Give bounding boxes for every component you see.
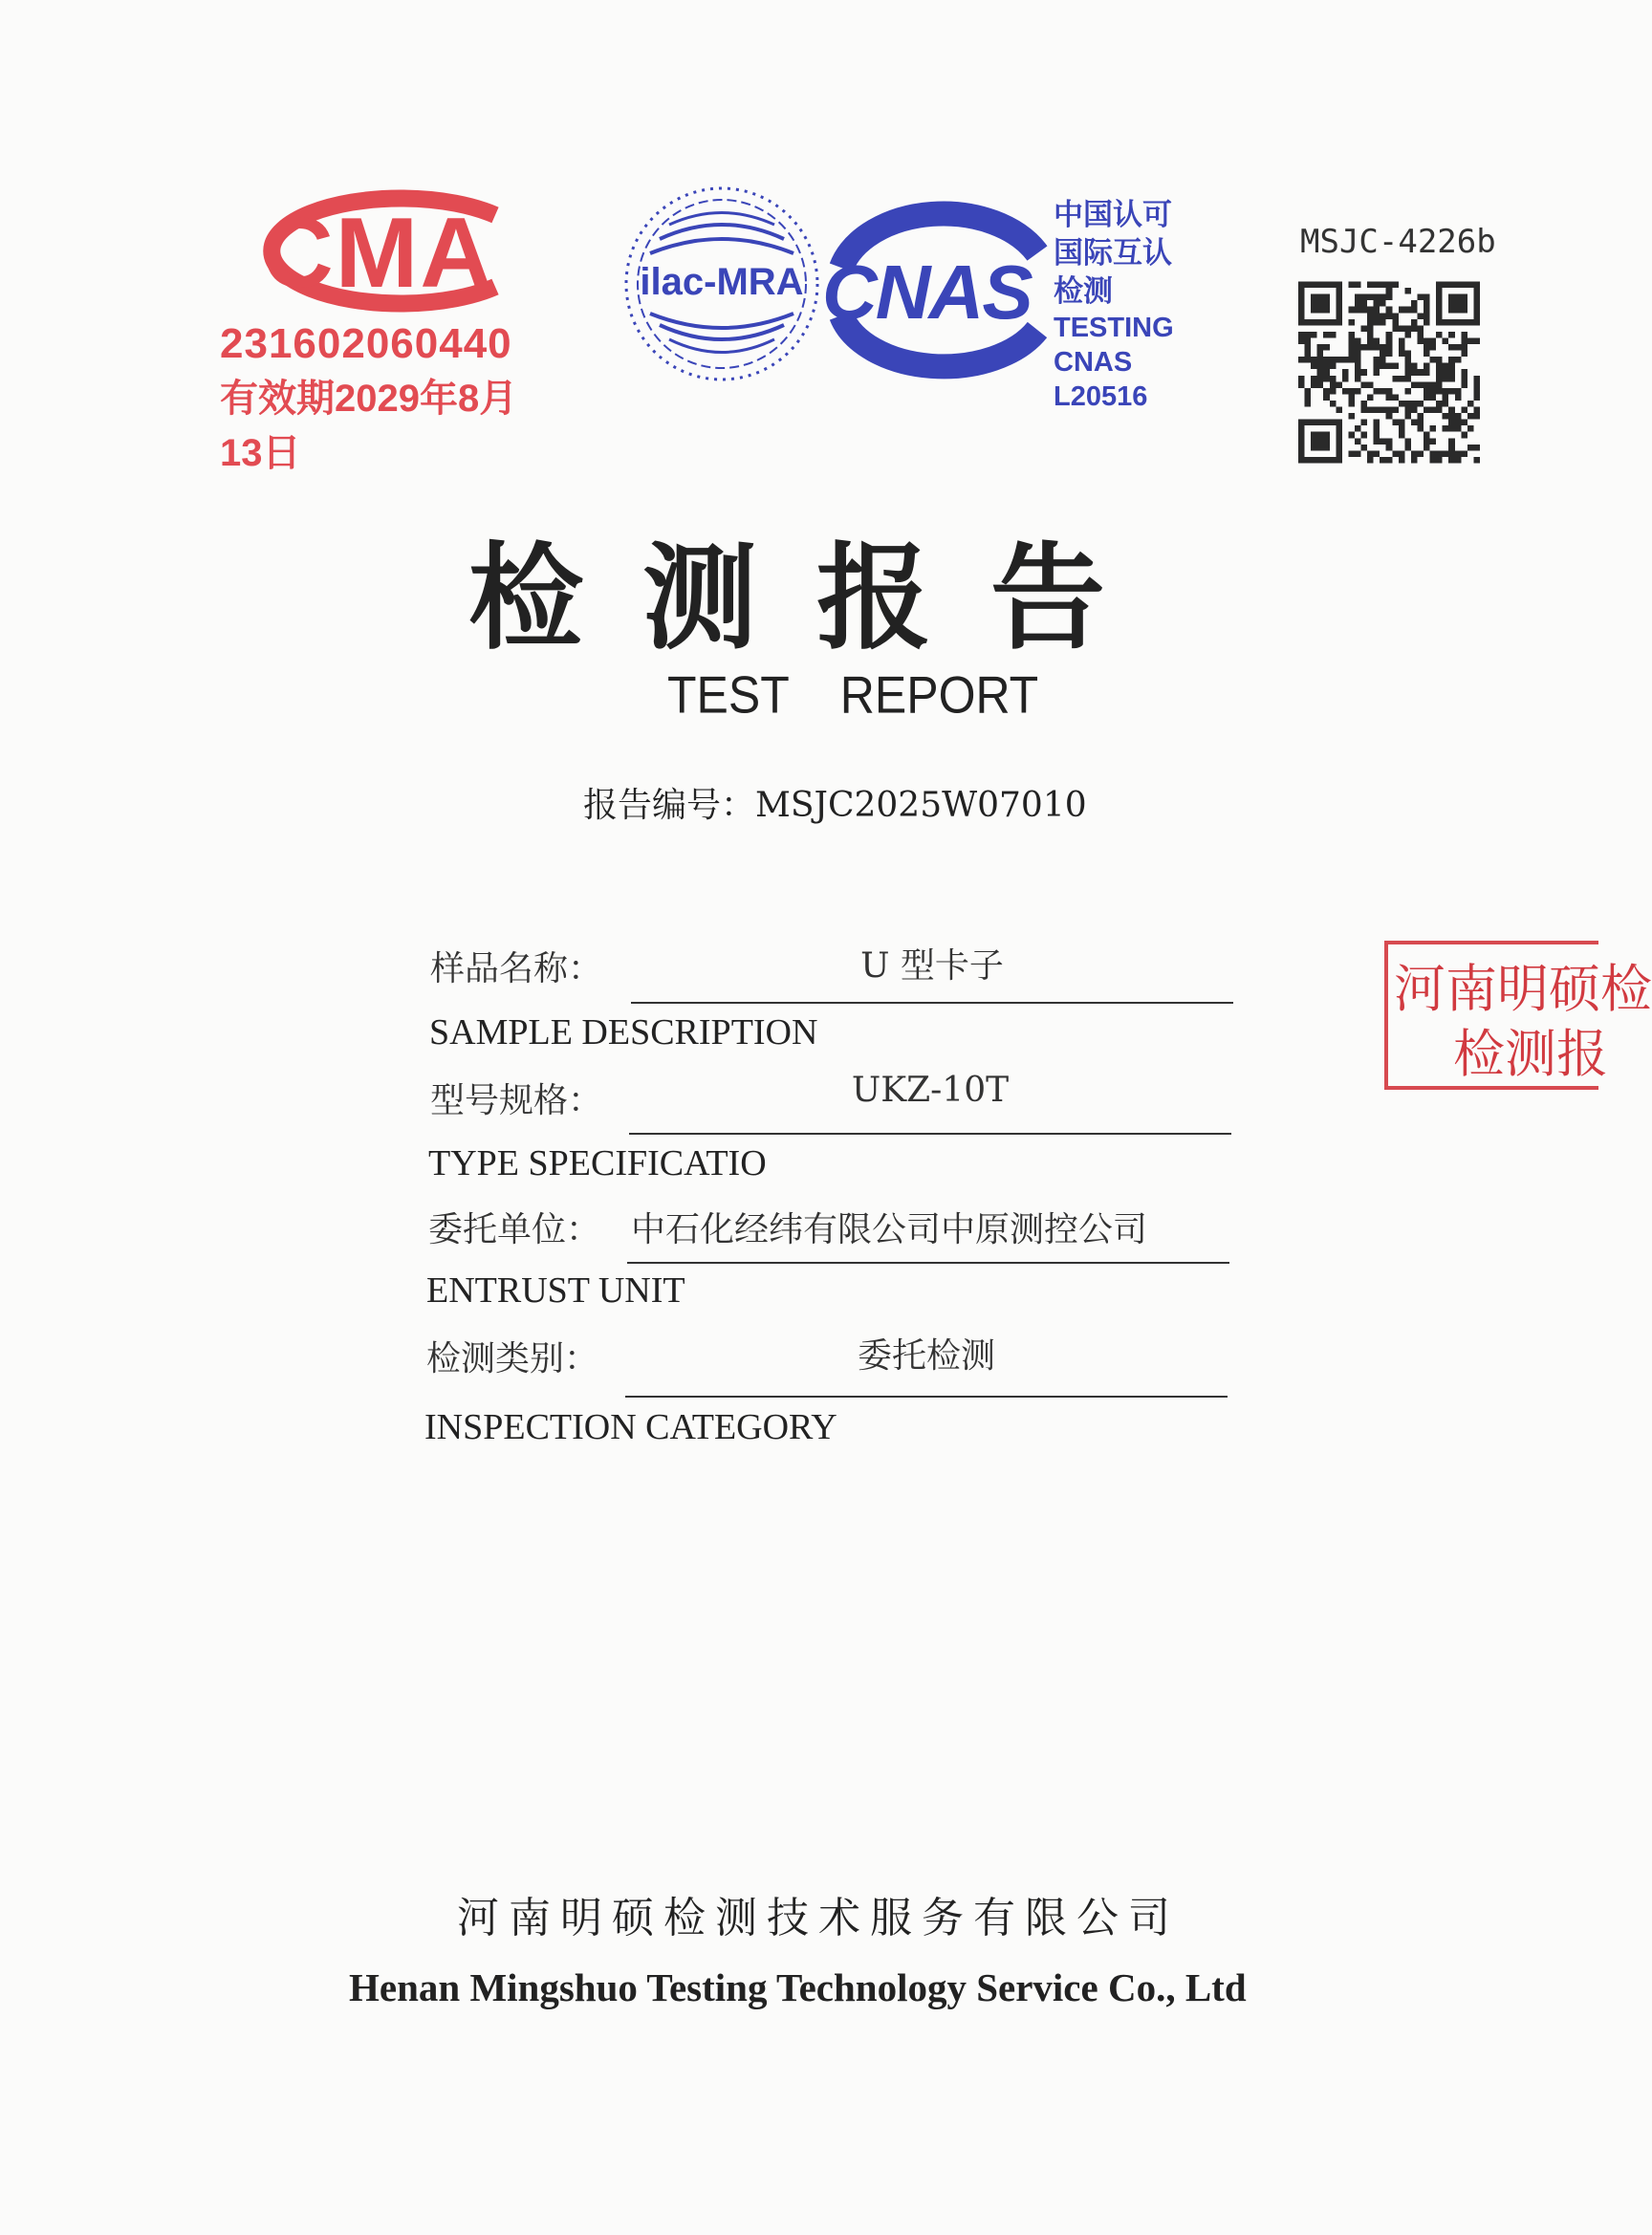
field-underline [627,1262,1229,1264]
field-label-en: INSPECTION CATEGORY [424,1407,837,1447]
cnas-logo [822,196,1185,412]
title-english: TEST REPORT [667,665,1039,725]
cnas-line-4: TESTING [1054,313,1174,343]
field-label-cn: 型号规格： [430,1081,603,1120]
cnas-line-5: CNAS L20516 [1054,347,1148,412]
field-value: U 型卡子 [860,946,1004,986]
field-value: 委托检测 [857,1336,995,1376]
cma-logo-icon [239,186,516,315]
cma-logo-text: CMA [261,198,494,309]
company-name-en: Henan Mingshuo Testing Technology Service Co., Ltd [349,1965,1247,2009]
field-label-cn: 委托单位： [428,1210,601,1249]
stamp-line-2: 检测报 [1453,1024,1608,1084]
field-underline [631,1002,1233,1004]
field-underline [629,1133,1231,1135]
field-label-en: TYPE SPECIFICATIO [428,1143,767,1183]
report-number: 报告编号：MSJC2025W07010 [583,786,1087,825]
cnas-line-2: 国际互认 [1054,236,1172,270]
company-stamp [1384,941,1652,1084]
cnas-wordmark: CNAS [822,250,1032,335]
field-label-en: ENTRUST UNIT [426,1270,685,1311]
field-label-en: SAMPLE DESCRIPTION [429,1012,818,1052]
cma-number: 231602060440 [220,320,512,367]
field-underline [625,1396,1228,1398]
document-code: MSJC-4226b [1300,223,1496,261]
cnas-line-1: 中国认可 [1054,198,1172,231]
stamp-line-1: 河南明硕检 [1394,959,1652,1019]
cma-seal [220,186,535,474]
title-chinese: 检测报告 [468,531,1164,665]
cma-validity: 有效期2029年8月13日 [220,378,518,474]
ilac-mra-logo [621,182,822,387]
company-name-cn: 河南明硕检测技术服务有限公司 [457,1894,1180,1942]
ilac-label: ilac-MRA [640,261,804,303]
cnas-line-3: 检测 [1054,274,1113,308]
field-value: UKZ-10T [851,1071,1010,1110]
field-label-cn: 检测类别： [426,1339,599,1378]
qr-code-icon [1298,279,1480,466]
cnas-side-text [1054,196,1185,414]
field-label-cn: 样品名称： [430,949,603,988]
field-value: 中石化经纬有限公司中原测控公司 [631,1210,1148,1249]
